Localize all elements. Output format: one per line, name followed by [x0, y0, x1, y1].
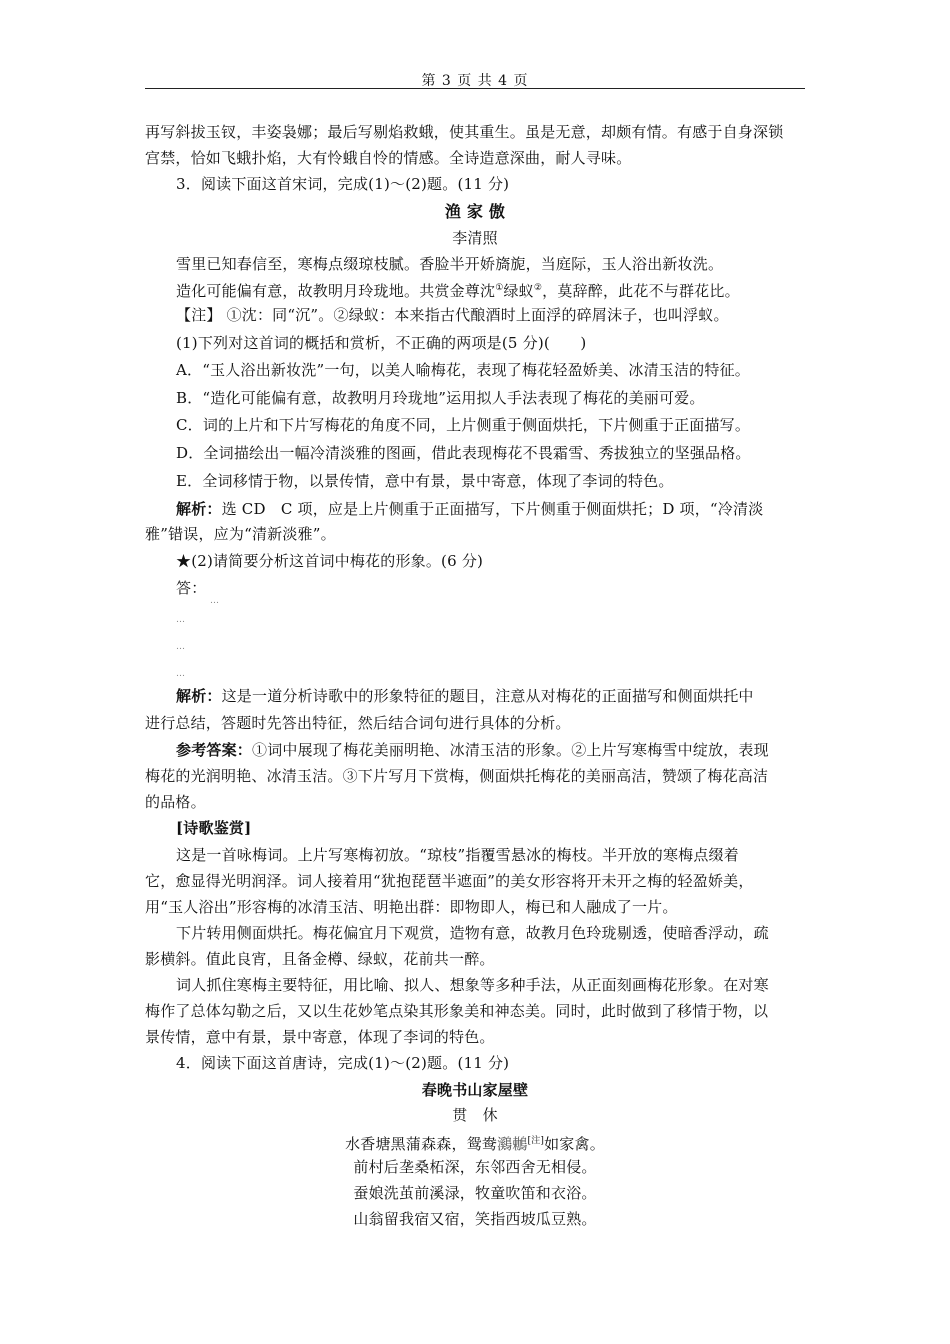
sub-question-2: ★(2)请简要分析这首词中梅花的形象。(6 分): [176, 552, 484, 570]
option-a: A．“玉人浴出新妆洗”一句，以美人喻梅花，表现了梅花轻盈娇美、冰清玉洁的特征。: [176, 361, 750, 379]
option-c: C．词的上片和下片写梅花的角度不同，上片侧重于侧面烘托，下片侧重于正面描写。: [176, 416, 751, 434]
appreciation-text: 这是一首咏梅词。上片写寒梅初放。“琼枝”指覆雪悬冰的梅枝。半开放的寒梅点缀着: [176, 846, 739, 864]
section-heading-appreciation: [诗歌鉴赏]: [176, 819, 252, 837]
annotation-note: 【注】 ①沈：同“沉”。②绿蚁：本来指古代酿酒时上面浮的碎屑沫子，也叫浮蚁。: [176, 306, 729, 324]
appreciation-text: 词人抓住寒梅主要特征，用比喻、拟人、想象等多种手法，从正面刻画梅花形象。在对寒: [176, 976, 769, 994]
appreciation-text: 它，愈显得光明润泽。词人接着用“犹抱琵琶半遮面”的美女形容将开未开之梅的轻盈娇美，: [145, 872, 754, 890]
reference-answer-cont: 梅花的光润明艳、冰清玉洁。③下片写月下赏梅，侧面烘托梅花的美丽高洁，赞颂了梅花高洁: [145, 767, 769, 785]
reference-answer: 参考答案：①词中展现了梅花美丽明艳、冰清玉洁的形象。②上片写寒梅雪中绽放，表现: [176, 741, 769, 759]
poem-line: 造化可能偏有意，故教明月玲珑地。共赏金尊沈①绿蚁②，莫辞醉，此花不与群花比。: [176, 282, 740, 300]
page-header: 第 3 页 共 4 页: [421, 73, 529, 89]
poem-author: 贯 休: [452, 1106, 498, 1124]
text-line: 再写斜拔玉钗，丰姿袅娜；最后写剔焰救蛾，使其重生。虽是无意，却颇有情。有感于自身深锁: [145, 123, 784, 141]
question-4-stem: 4．阅读下面这首唐诗，完成(1)～(2)题。(11 分): [176, 1054, 510, 1072]
appreciation-text: 梅作了总体勾勒之后，又以生花妙笔点染其形象美和神态美。同时，此时做到了移情于物，以: [145, 1002, 769, 1020]
answer-blank: …: [176, 642, 185, 652]
poem-line: 水香塘黑蒲森森，鸳鸯鸂鶒[注]如家禽。: [345, 1135, 605, 1153]
answer-blank: …: [210, 596, 219, 606]
answer-label: 答：: [176, 579, 207, 597]
poem-author: 李清照: [452, 229, 498, 247]
text-line: 宫禁，恰如飞蛾扑焰，大有怜蛾自怜的情感。全诗造意深曲，耐人寻味。: [145, 149, 632, 167]
analysis-2: 解析：这是一道分析诗歌中的形象特征的题目，注意从对梅花的正面描写和侧面烘托中: [176, 687, 754, 705]
answer-blank: …: [176, 669, 185, 679]
poem-title: 渔 家 傲: [444, 202, 506, 221]
appreciation-text: 用“玉人浴出”形容梅的冰清玉洁、明艳出群：即物即人，梅已和人融成了一片。: [145, 898, 678, 916]
analysis-1-cont: 雅”错误，应为“清新淡雅”。: [145, 525, 336, 543]
poem-line: 雪里已知春信至，寒梅点缀琼枝腻。香脸半开娇旖旎，当庭际，玉人浴出新妆洗。: [176, 255, 724, 273]
header-divider: [145, 88, 805, 89]
poem-line: 山翁留我宿又宿，笑指西坡瓜豆熟。: [353, 1210, 597, 1228]
poem-line: 前村后垄桑柘深，东邻西舍无相侵。: [353, 1158, 597, 1176]
analysis-2-cont: 进行总结，答题时先答出特征，然后结合词句进行具体的分析。: [145, 714, 571, 732]
analysis-1: 解析：选 CD C 项，应是上片侧重于正面描写，下片侧重于侧面烘托；D 项，“冷清淡: [176, 500, 764, 518]
appreciation-text: 景传情，意中有景，景中寄意，体现了李词的特色。: [145, 1028, 495, 1046]
poem-title: 春晚书山家屋壁: [421, 1081, 529, 1099]
option-e: E．全词移情于物，以景传情，意中有景，景中寄意，体现了李词的特色。: [176, 472, 674, 490]
option-d: D．全词描绘出一幅冷清淡雅的图画，借此表现梅花不畏霜雪、秀拔独立的坚强品格。: [176, 444, 751, 462]
sub-question-1: (1)下列对这首词的概括和赏析，不正确的两项是(5 分)( ): [176, 334, 587, 352]
reference-answer-cont: 的品格。: [145, 793, 206, 811]
question-3-stem: 3．阅读下面这首宋词，完成(1)～(2)题。(11 分): [176, 175, 510, 193]
answer-blank: …: [176, 615, 185, 625]
appreciation-text: 影横斜。值此良宵，且备金樽、绿蚁，花前共一醉。: [145, 950, 495, 968]
option-b: B．“造化可能偏有意，故教明月玲珑地”运用拟人手法表现了梅花的美丽可爱。: [176, 389, 705, 407]
appreciation-text: 下片转用侧面烘托。梅花偏宜月下观赏，造物有意，故教月色玲珑剔透，使暗香浮动，疏: [176, 924, 769, 942]
poem-line: 蚕娘洗茧前溪渌，牧童吹笛和衣浴。: [353, 1184, 597, 1202]
